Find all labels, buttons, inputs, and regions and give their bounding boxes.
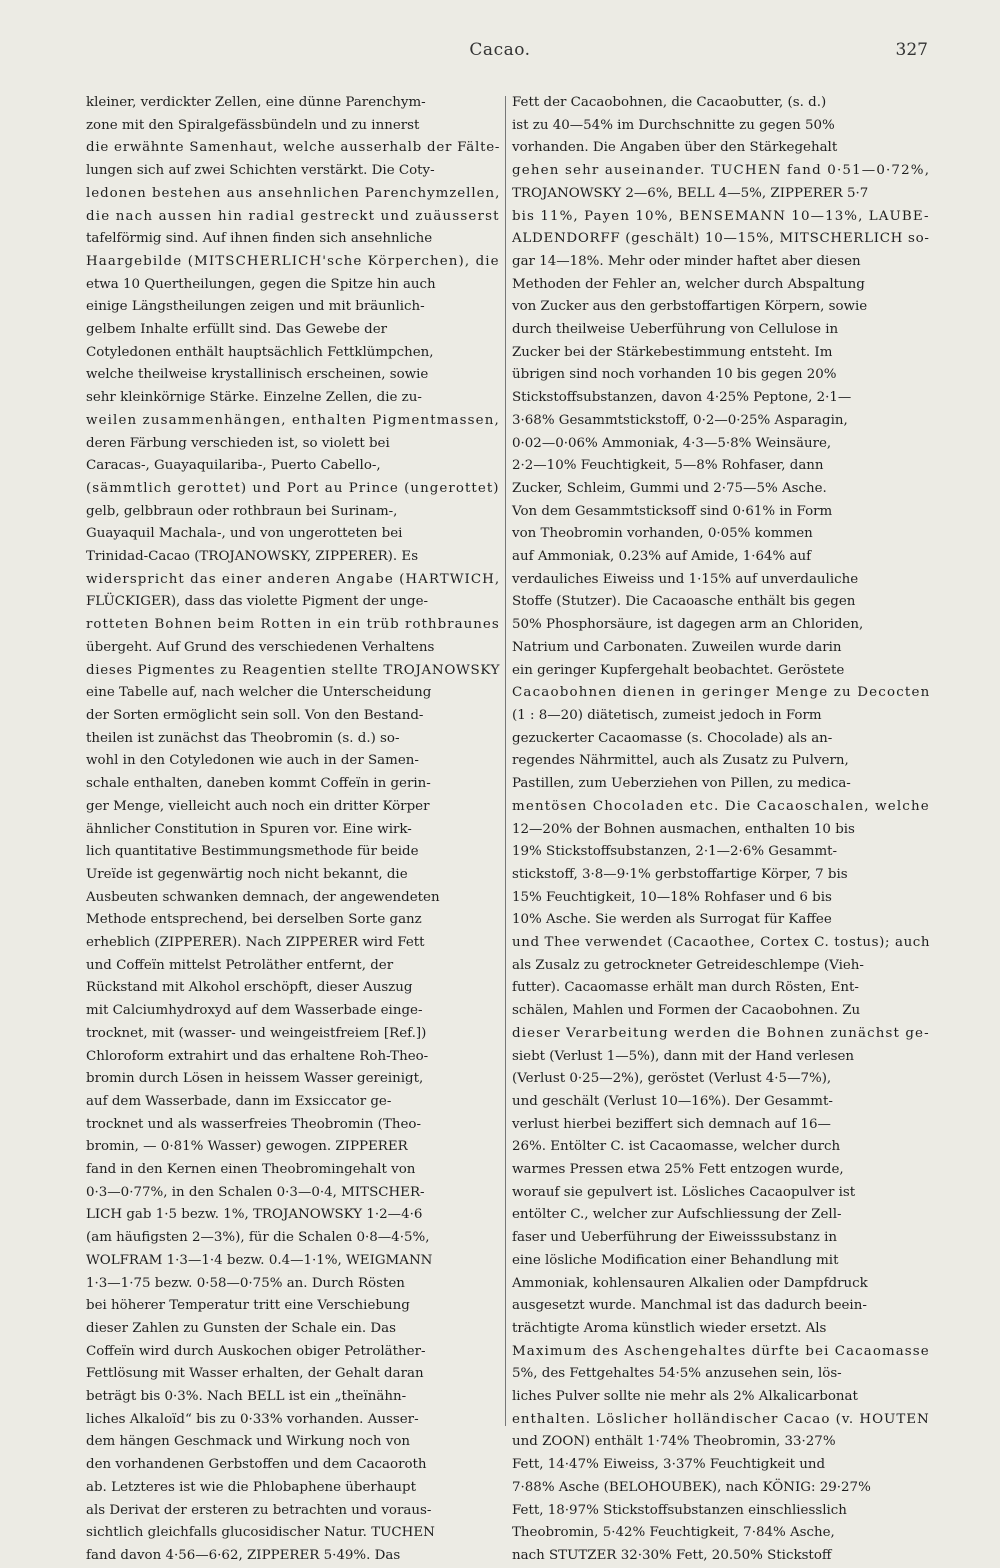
text-line: zone mit den Spiralgefässbündeln und zu innerst [86,117,420,133]
text-line: Fettlösung mit Wasser erhalten, der Gehalt daran [86,1366,424,1382]
text-line: deren Färbung verschieden ist, so violett bei [86,435,390,451]
text-line: weilen zusammenhängen, enthalten Pigmentmassen, [86,412,500,428]
text-line: Trinidad-Cacao (TROJANOWSKY, ZIPPERER). Es [86,549,419,565]
text-line: gehen sehr auseinander. TUCHEN fand 0·51—0·72%, [512,163,931,179]
text-line: liches Pulver sollte nie mehr als 2% Alkalicarbonat [512,1389,858,1405]
text-line: lich quantitative Bestimmungsmethode für beide [86,844,419,860]
text-line: dieser Zahlen zu Gunsten der Schale ein. Das [86,1320,397,1336]
text-line: Haargebilde (MITSCHERLICH'sche Körperchen), die [86,253,500,269]
text-line: Fett, 18·97% Stickstoffsubstanzen einschliesslich [512,1502,847,1518]
text-line: übrigen sind noch vorhanden 10 bis gegen 20% [512,367,837,383]
text-line: (1 : 8—20) diätetisch, zumeist jedoch in Form [512,707,822,723]
text-line: einige Längstheilungen zeigen und mit bräunlich- [86,299,425,315]
text-line: vorhanden. Die Angaben über den Stärkegehalt [512,140,838,156]
text-line: der Sorten ermöglicht sein soll. Von den Bestand- [86,707,424,723]
text-line: 3·68% Gesammtstickstoff, 0·2—0·25% Asparagin, [512,412,848,428]
text-line: Methoden der Fehler an, welcher durch Abspaltung [512,276,865,292]
text-line: Chloroform extrahirt und das erhaltene Roh-Theo- [86,1048,429,1064]
text-line: bis 11%, Payen 10%, BENSEMANN 10—13%, LAUBE- [512,208,930,224]
text-line: die erwähnte Samenhaut, welche ausserhalb der Fälte- [86,140,501,156]
text-line: ausgesetzt wurde. Manchmal ist das dadurch beein- [512,1298,867,1314]
text-line: gar 14—18%. Mehr oder minder haftet aber diesen [512,253,861,269]
text-line: 2·2—10% Feuchtigkeit, 5—8% Rohfaser, dann [512,458,824,474]
text-line: etwa 10 Quertheilungen, gegen die Spitze hin auch [86,276,436,292]
text-line: die nach aussen hin radial gestreckt und zuäusserst [86,208,500,224]
text-line: Fett, 14·47% Eiweiss, 3·37% Feuchtigkeit und [512,1457,826,1473]
text-line: auf Ammoniak, 0.23% auf Amide, 1·64% auf [512,549,812,565]
text-line: verlust hierbei beziffert sich demnach auf 16— [512,1116,831,1132]
text-line: und Coffeïn mittelst Petroläther entfernt, der [86,957,394,973]
text-line: theilen ist zunächst das Theobromin (s. d.) so- [86,730,400,746]
text-line: dieser Verarbeitung werden die Bohnen zunächst ge- [512,1025,930,1041]
text-line: stickstoff, 3·8—9·1% gerbstoffartige Körper, 7 bis [512,866,848,882]
text-line: mentösen Chocoladen etc. Die Cacaoschalen, welche [512,798,930,814]
text-line: Methode entsprechend, bei derselben Sorte ganz [86,912,422,928]
text-line: Natrium und Carbonaten. Zuweilen wurde darin [512,639,842,655]
text-line: Zucker, Schleim, Gummi und 2·75—5% Asche. [512,480,827,496]
text-line: 26%. Entölter C. ist Cacaomasse, welcher durch [512,1139,841,1155]
text-line: ab. Letzteres ist wie die Phlobaphene überhaupt [86,1479,416,1495]
text-line: kleiner, verdickter Zellen, eine dünne Parenchym- [86,95,426,110]
text-line: Pastillen, zum Ueberziehen von Pillen, zu medica- [512,776,851,792]
text-line: tafelförmig sind. Auf ihnen finden sich ansehnliche [86,231,433,247]
text-line: 0·3—0·77%, in den Schalen 0·3—0·4, MITSCHER- [86,1184,425,1200]
right-text-column [512,92,931,1563]
text-line: Theobromin, 5·42% Feuchtigkeit, 7·84% Asche, [512,1525,835,1541]
text-line: und ZOON) enthält 1·74% Theobromin, 33·27% [512,1434,836,1450]
text-line: faser und Ueberführung der Eiweisssubstanz in [512,1230,838,1246]
text-line: nach STUTZER 32·30% Fett, 20.50% Stickstoff [512,1548,832,1563]
text-line: gezuckerter Cacaomasse (s. Chocolade) als an- [512,730,833,746]
text-line: Maximum des Aschengehaltes dürfte bei Cacaomasse [512,1343,930,1359]
text-line: (am häufigsten 2—3%), für die Schalen 0·8—4·5%, [86,1230,430,1246]
running-title: Cacao. [469,40,531,60]
text-line: sehr kleinkörnige Stärke. Einzelne Zellen, die zu- [86,390,422,406]
text-line: 7·88% Asche (BELOHOUBEK), nach KÖNIG: 29·27% [512,1479,871,1495]
page-number: 327 [895,40,928,60]
text-line: Fett der Cacaobohnen, die Cacaobutter, (s. d.) [512,95,827,110]
text-line: Ausbeuten schwanken demnach, der angewendeten [86,889,440,905]
text-line: auf dem Wasserbade, dann im Exsiccator ge- [86,1093,392,1109]
text-line: Coffeïn wird durch Auskochen obiger Petroläther- [86,1343,426,1359]
text-line: als Derivat der ersteren zu betrachten und voraus- [86,1502,432,1518]
text-line: wohl in den Cotyledonen wie auch in der Samen- [86,753,419,769]
text-line: schälen, Mahlen und Formen der Cacaobohnen. Zu [512,1003,861,1019]
text-line: beträgt bis 0·3%. Nach BELL ist ein „theïnähn- [86,1389,407,1405]
left-text-column [86,92,501,1563]
text-line: ledonen bestehen aus ansehnlichen Parenchymzellen, [86,185,501,201]
text-line: (sämmtlich gerottet) und Port au Prince (ungerottet) [86,480,500,496]
text-line: enthalten. Löslicher holländischer Cacao (v. HOUTEN [512,1411,930,1427]
text-line: durch theilweise Ueberführung von Cellulose in [512,322,839,338]
text-line: ein geringer Kupfergehalt beobachtet. Geröstete [512,662,845,678]
text-line: bromin durch Lösen in heissem Wasser gereinigt, [86,1071,424,1087]
text-line: WOLFRAM 1·3—1·4 bezw. 0.4—1·1%, WEIGMANN [86,1252,433,1268]
text-line: bromin, — 0·81% Wasser) gewogen. ZIPPERER [86,1139,408,1155]
text-line: mit Calciumhydroxyd auf dem Wasserbade einge- [86,1003,423,1019]
text-line: LICH gab 1·5 bezw. 1%, TROJANOWSKY 1·2—4·6 [86,1207,423,1223]
text-line: ähnlicher Constitution in Spuren vor. Eine wirk- [86,821,412,837]
text-line: FLÜCKIGER), dass das violette Pigment der unge- [86,594,429,610]
text-line: 15% Feuchtigkeit, 10—18% Rohfaser und 6 bis [512,889,832,905]
text-line: Stoffe (Stutzer). Die Cacaoasche enthält bis gegen [512,594,856,610]
text-line: 5%, des Fettgehaltes 54·5% anzusehen sein, lös- [512,1366,842,1382]
text-line: Cotyledonen enthält hauptsächlich Fettklümpchen, [86,344,434,360]
text-line: ALDENDORFF (geschält) 10—15%, MITSCHERLICH so- [512,231,930,247]
text-line: futter). Cacaomasse erhält man durch Rösten, Ent- [512,980,859,996]
text-line: dem hängen Geschmack und Wirkung noch von [86,1434,411,1450]
text-line: ger Menge, vielleicht auch noch ein dritter Körper [86,798,430,814]
text-line: von Zucker aus den gerbstoffartigen Körpern, sowie [512,299,868,315]
text-line: rotteten Bohnen beim Rotten in ein trüb rothbraunes [86,617,500,633]
text-line: worauf sie gepulvert ist. Lösliches Cacaopulver ist [512,1184,856,1200]
text-line: trocknet, mit (wasser- und weingeistfreiem [Ref.]) [86,1025,427,1041]
text-line: Ureïde ist gegenwärtig noch nicht bekannt, die [86,866,408,882]
text-line: Von dem Gesammtsticksoff sind 0·61% in Form [512,503,833,519]
text-line: Stickstoffsubstanzen, davon 4·25% Peptone, 2·1— [512,390,852,406]
text-line: trächtigte Aroma künstlich wieder ersetzt. Als [512,1320,827,1336]
text-line: gelbem Inhalte erfüllt sind. Das Gewebe der [86,322,388,338]
text-line: TROJANOWSKY 2—6%, BELL 4—5%, ZIPPERER 5·7 [512,185,869,201]
column-divider [505,96,506,1426]
text-line: siebt (Verlust 1—5%), dann mit der Hand verlesen [512,1048,855,1064]
text-line: ist zu 40—54% im Durchschnitte zu gegen 50% [512,117,835,133]
text-line: regendes Nährmittel, auch als Zusatz zu Pulvern, [512,753,849,769]
text-line: übergeht. Auf Grund des verschiedenen Verhaltens [86,639,435,655]
text-line: 12—20% der Bohnen ausmachen, enthalten 10 bis [512,821,855,837]
text-line: erheblich (ZIPPERER). Nach ZIPPERER wird Fett [86,935,425,951]
text-line: 19% Stickstoffsubstanzen, 2·1—2·6% Gesammt- [512,844,838,860]
text-line: trocknet und als wasserfreies Theobromin (Theo- [86,1116,421,1132]
text-line: 50% Phosphorsäure, ist dagegen arm an Chloriden, [512,617,864,633]
text-line: den vorhandenen Gerbstoffen und dem Cacaoroth [86,1457,427,1473]
text-line: 10% Asche. Sie werden als Surrogat für Kaffee [512,912,832,928]
text-line: Cacaobohnen dienen in geringer Menge zu Decocten [512,685,931,701]
text-line: Rückstand mit Alkohol erschöpft, dieser Auszug [86,980,413,996]
text-line: bei höherer Temperatur tritt eine Verschiebung [86,1298,410,1314]
text-line: warmes Pressen etwa 25% Fett entzogen wurde, [512,1162,844,1178]
text-line: eine Tabelle auf, nach welcher die Unterscheidung [86,685,432,701]
text-line: liches Alkaloïd“ bis zu 0·33% vorhanden. Ausser- [86,1411,419,1427]
text-line: und geschält (Verlust 10—16%). Der Gesammt- [512,1093,833,1109]
text-line: Caracas-, Guayaquilariba-, Puerto Cabello-, [86,458,381,474]
text-line: und Thee verwendet (Cacaothee, Cortex C. tostus); auch [512,935,931,951]
text-line: sichtlich gleichfalls glucosidischer Natur. TUCHEN [86,1525,435,1541]
text-line: Zucker bei der Stärkebestimmung entsteht. Im [512,344,833,360]
text-line: dieses Pigmentes zu Reagentien stellte TROJANOWSKY [86,662,501,678]
text-line: eine lösliche Modification einer Behandlung mit [512,1252,839,1268]
text-line: 0·02—0·06% Ammoniak, 4·3—5·8% Weinsäure, [512,435,832,451]
text-line: entölter C., welcher zur Aufschliessung der Zell- [512,1207,842,1223]
text-line: von Theobromin vorhanden, 0·05% kommen [512,526,813,542]
text-line: welche theilweise krystallinisch erscheinen, sowie [86,367,429,383]
text-line: lungen sich auf zwei Schichten verstärkt. Die Coty- [86,163,435,179]
text-line: 1·3—1·75 bezw. 0·58—0·75% an. Durch Rösten [86,1275,405,1291]
text-line: widerspricht das einer anderen Angabe (HARTWICH, [86,571,501,587]
text-line: schale enthalten, daneben kommt Coffeïn in gerin- [86,776,431,792]
text-line: Guayaquil Machala-, und von ungerotteten bei [86,526,403,542]
text-line: Ammoniak, kohlensauren Alkalien oder Dampfdruck [512,1275,868,1291]
text-line: als Zusalz zu getrockneter Getreideschlempe (Vieh- [512,957,864,973]
text-line: verdauliches Eiweiss und 1·15% auf unverdauliche [512,571,859,587]
text-line: fand davon 4·56—6·62, ZIPPERER 5·49%. Das [86,1548,401,1563]
text-line: gelb, gelbbraun oder rothbraun bei Surinam-, [86,503,398,519]
text-line: fand in den Kernen einen Theobromingehalt von [86,1162,416,1178]
page-header [0,40,1000,64]
text-line: (Verlust 0·25—2%), geröstet (Verlust 4·5—7%), [512,1071,832,1087]
